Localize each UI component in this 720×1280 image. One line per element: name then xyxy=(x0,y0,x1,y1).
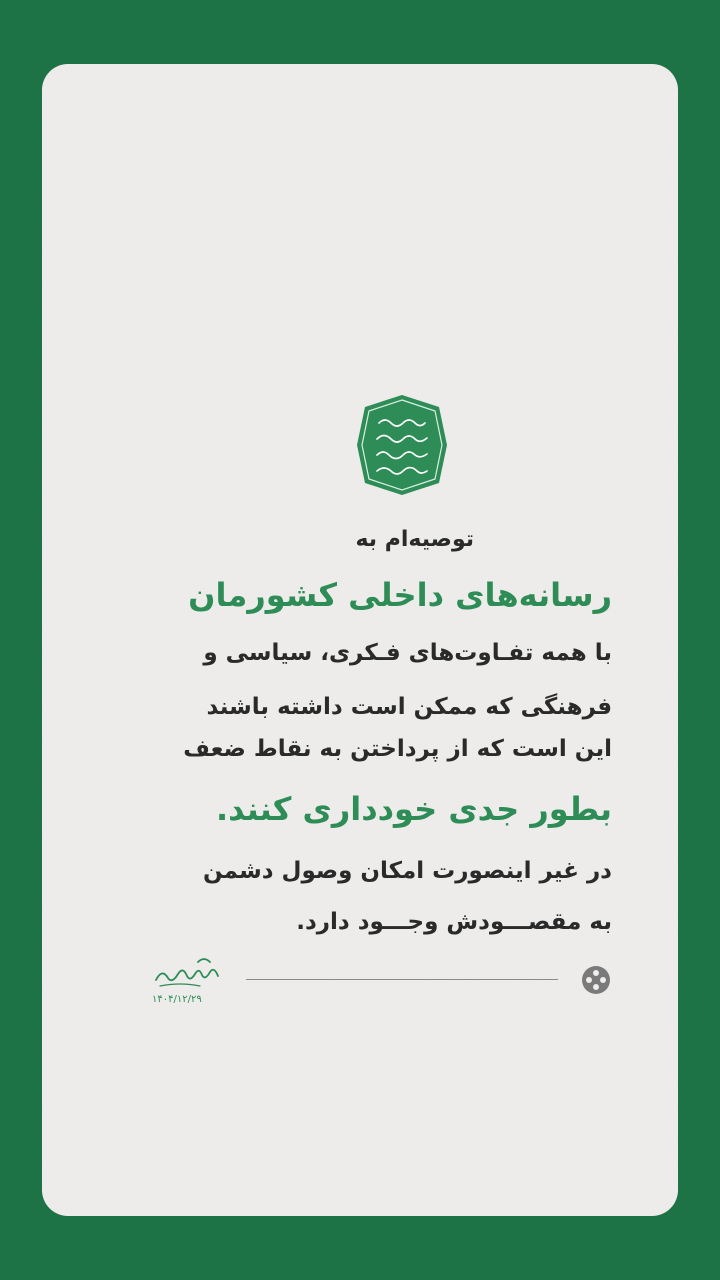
body-line-4: در غیر اینصورت امکان وصول دشمن xyxy=(202,858,612,884)
signature-row xyxy=(152,948,612,1012)
intro-text: توصیه‌ام به xyxy=(355,527,474,552)
body-line-3: این است که از پرداختن به نقاط ضعف xyxy=(183,736,612,762)
handwritten-signature xyxy=(152,952,228,992)
body-line-2: فرهنگی که ممکن است داشته باشند xyxy=(206,694,612,720)
body-line-1: با همه تفـاوت‌های فـکری، سیاسی و xyxy=(203,640,612,666)
quote-card xyxy=(42,64,678,1216)
signature-date: ۱۴۰۴/۱۲/۲۹ xyxy=(152,994,202,1005)
divider-line xyxy=(246,979,558,980)
body-line-5: به مقصـــودش وجـــود دارد. xyxy=(296,909,612,935)
emblem-logo xyxy=(355,393,449,497)
site-logo-icon xyxy=(580,964,612,996)
headline-text: رسانه‌های داخلی کشورمان xyxy=(188,576,612,614)
emphasis-text: بطور جدی خودداری کنند. xyxy=(215,790,612,828)
